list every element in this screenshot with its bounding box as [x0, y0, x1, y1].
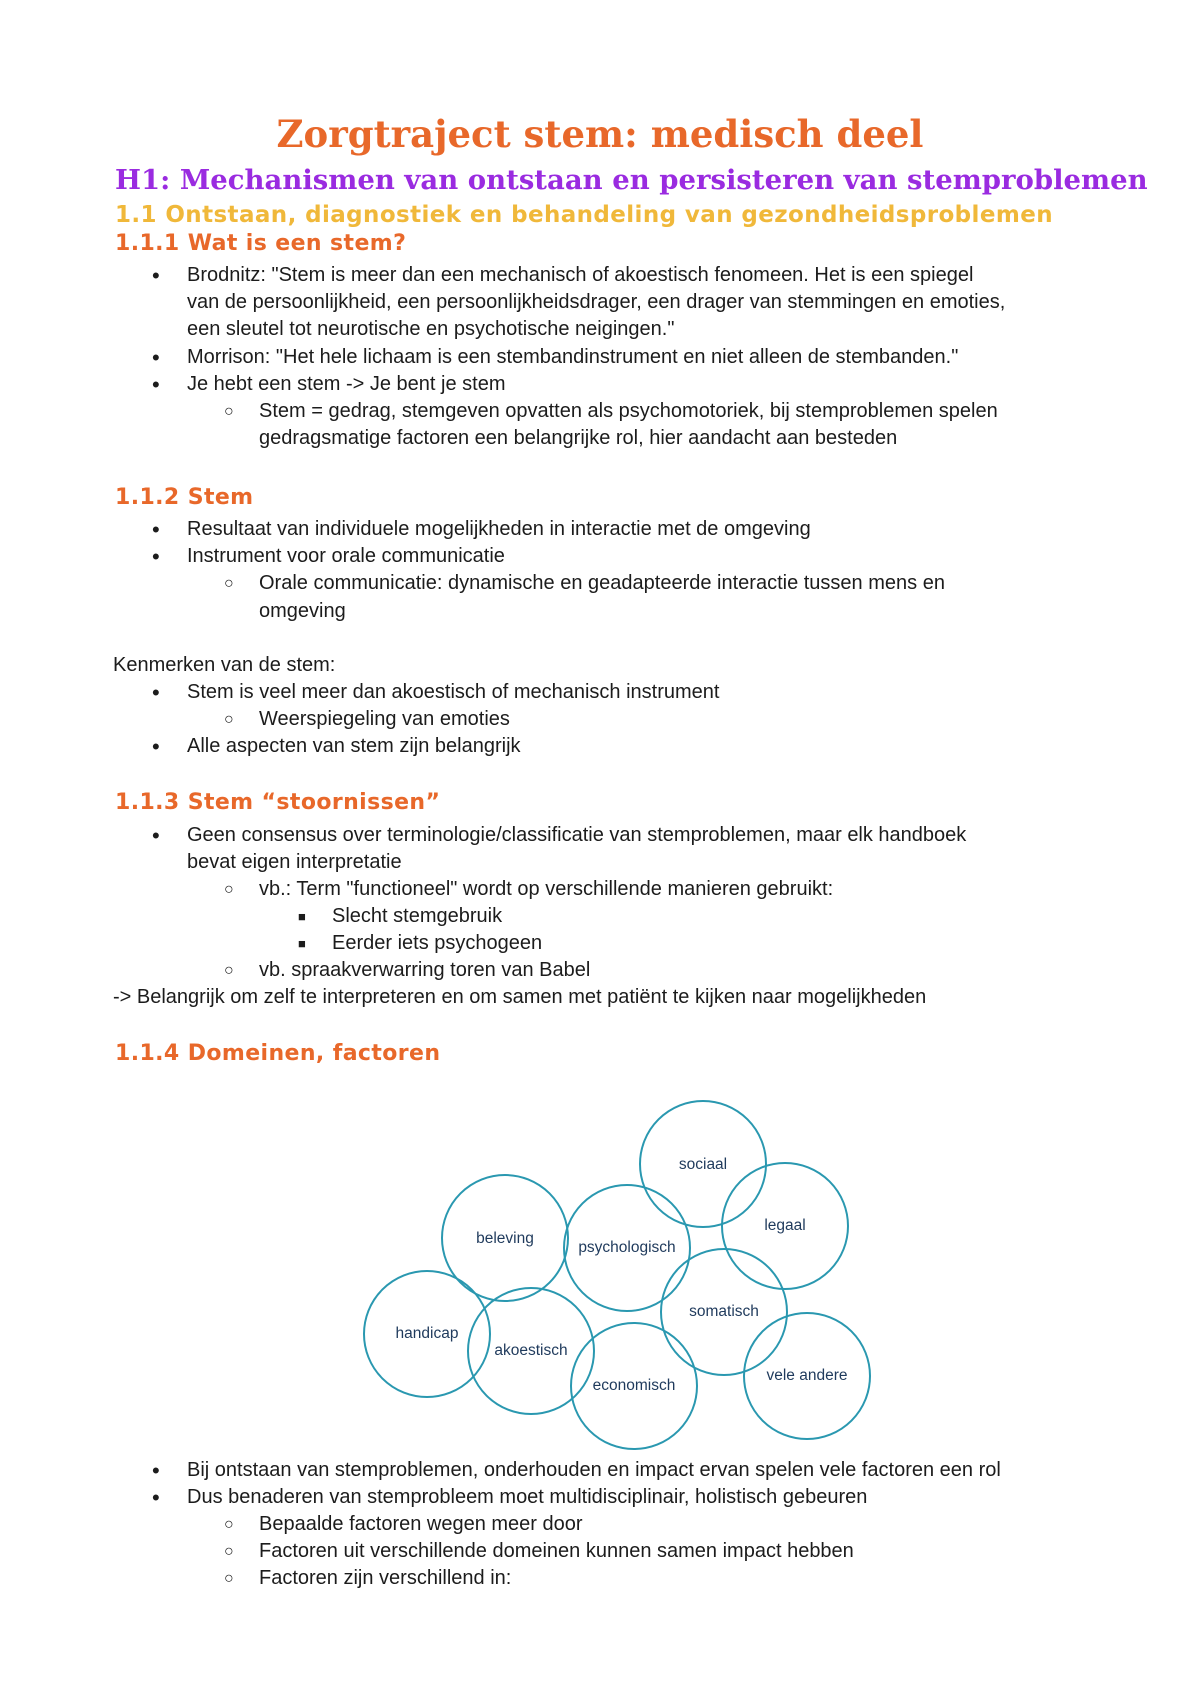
sub-bullet-marker: ○ [224, 881, 234, 898]
sub-bullet-marker: ○ [224, 1543, 234, 1560]
list-item: Stem is veel meer dan akoestisch of mechanisch instrument [187, 681, 720, 703]
sub-list-item: Bepaalde factoren wegen meer door [259, 1513, 583, 1535]
list-item: Instrument voor orale communicatie [187, 545, 505, 567]
diagram-label-beleving: beleving [476, 1230, 534, 1247]
diagram-label-vele-andere: vele andere [766, 1367, 848, 1384]
conclusion-paragraph: -> Belangrijk om zelf te interpreteren en om samen met patiënt te kijken naar mogelijkheden [113, 986, 927, 1008]
sub-list-item: vb.: Term "functioneel" wordt op verschillende manieren gebruikt: [259, 878, 834, 900]
document-title: Zorgtraject stem: medisch deel [276, 112, 924, 156]
subsection-heading-1-1-2: 1.1.2 Stem [115, 485, 254, 510]
list-item-continued: bevat eigen interpretatie [187, 851, 402, 873]
list-item: Bij ontstaan van stemproblemen, onderhouden en impact ervan spelen vele factoren een rol [187, 1459, 1001, 1481]
chapter-heading: H1: Mechanismen van ontstaan en persisteren van stemproblemen [115, 164, 1148, 196]
bullet-marker: • [152, 544, 160, 569]
diagram-label-economisch: economisch [592, 1377, 676, 1394]
list-item: Dus benaderen van stemprobleem moet multidisciplinair, holistisch gebeuren [187, 1486, 868, 1508]
diagram-label-akoestisch: akoestisch [494, 1342, 568, 1359]
diagram-label-legaal: legaal [764, 1217, 806, 1234]
sub-bullet-marker: ○ [224, 962, 234, 979]
diagram-label-handicap: handicap [395, 1325, 459, 1342]
sub-list-item: Weerspiegeling van emoties [259, 708, 510, 730]
subsection-heading-1-1-1: 1.1.1 Wat is een stem? [115, 231, 407, 256]
bullet-marker: • [152, 263, 160, 288]
bullet-marker: • [152, 345, 160, 370]
bullet-marker: • [152, 823, 160, 848]
list-item: Alle aspecten van stem zijn belangrijk [187, 735, 521, 757]
sub-bullet-marker: ○ [224, 1570, 234, 1587]
sub-list-item: Orale communicatie: dynamische en geadapteerde interactie tussen mens en [259, 572, 945, 594]
list-item-continued: een sleutel tot neurotische en psychotische neigingen." [187, 318, 675, 340]
sub-list-item-continued: gedragsmatige factoren een belangrijke rol, hier aandacht aan besteden [259, 427, 898, 449]
bullet-marker: • [152, 1485, 160, 1510]
bullet-marker: • [152, 372, 160, 397]
list-item: Je hebt een stem -> Je bent je stem [187, 373, 506, 395]
sub-list-item-continued: omgeving [259, 600, 346, 622]
diagram-label-sociaal: sociaal [678, 1156, 728, 1173]
section-heading: 1.1 Ontstaan, diagnostiek en behandeling van gezondheidsproblemen [115, 202, 1053, 228]
bullet-marker: • [152, 734, 160, 759]
bullet-marker: • [152, 517, 160, 542]
sub-bullet-marker: ○ [224, 711, 234, 728]
sub-sub-list-item: Slecht stemgebruik [332, 905, 503, 927]
list-item: Brodnitz: "Stem is meer dan een mechanisch of akoestisch fenomeen. Het is een spiegel [187, 264, 974, 286]
list-item: Geen consensus over terminologie/classificatie van stemproblemen, maar elk handboek [187, 824, 967, 846]
sub-list-item: vb. spraakverwarring toren van Babel [259, 959, 591, 981]
sub-list-item: Factoren uit verschillende domeinen kunnen samen impact hebben [259, 1540, 854, 1562]
subsection-heading-1-1-4: 1.1.4 Domeinen, factoren [115, 1041, 441, 1066]
sub-bullet-marker: ○ [224, 575, 234, 592]
sub-bullet-marker: ○ [224, 1516, 234, 1533]
subsection-heading-1-1-3: 1.1.3 Stem “stoornissen” [115, 790, 441, 815]
diagram-label-somatisch: somatisch [689, 1303, 759, 1320]
list-item-continued: van de persoonlijkheid, een persoonlijkheidsdrager, een drager van stemmingen en emoties, [187, 291, 1006, 313]
bullet-marker: • [152, 680, 160, 705]
sub-list-item: Factoren zijn verschillend in: [259, 1567, 512, 1589]
sub-list-item: Stem = gedrag, stemgeven opvatten als psychomotoriek, bij stemproblemen spelen [259, 400, 998, 422]
bullet-marker: • [152, 1458, 160, 1483]
list-item: Morrison: "Het hele lichaam is een stembandinstrument en niet alleen de stembanden." [187, 346, 959, 368]
list-item: Resultaat van individuele mogelijkheden in interactie met de omgeving [187, 518, 811, 540]
sub-bullet-marker: ○ [224, 403, 234, 420]
sub-sub-list-item: Eerder iets psychogeen [332, 932, 543, 954]
square-bullet-marker: ■ [298, 936, 306, 951]
square-bullet-marker: ■ [298, 909, 306, 924]
paragraph-kenmerken: Kenmerken van de stem: [113, 654, 336, 676]
diagram-label-psychologisch: psychologisch [578, 1239, 676, 1256]
